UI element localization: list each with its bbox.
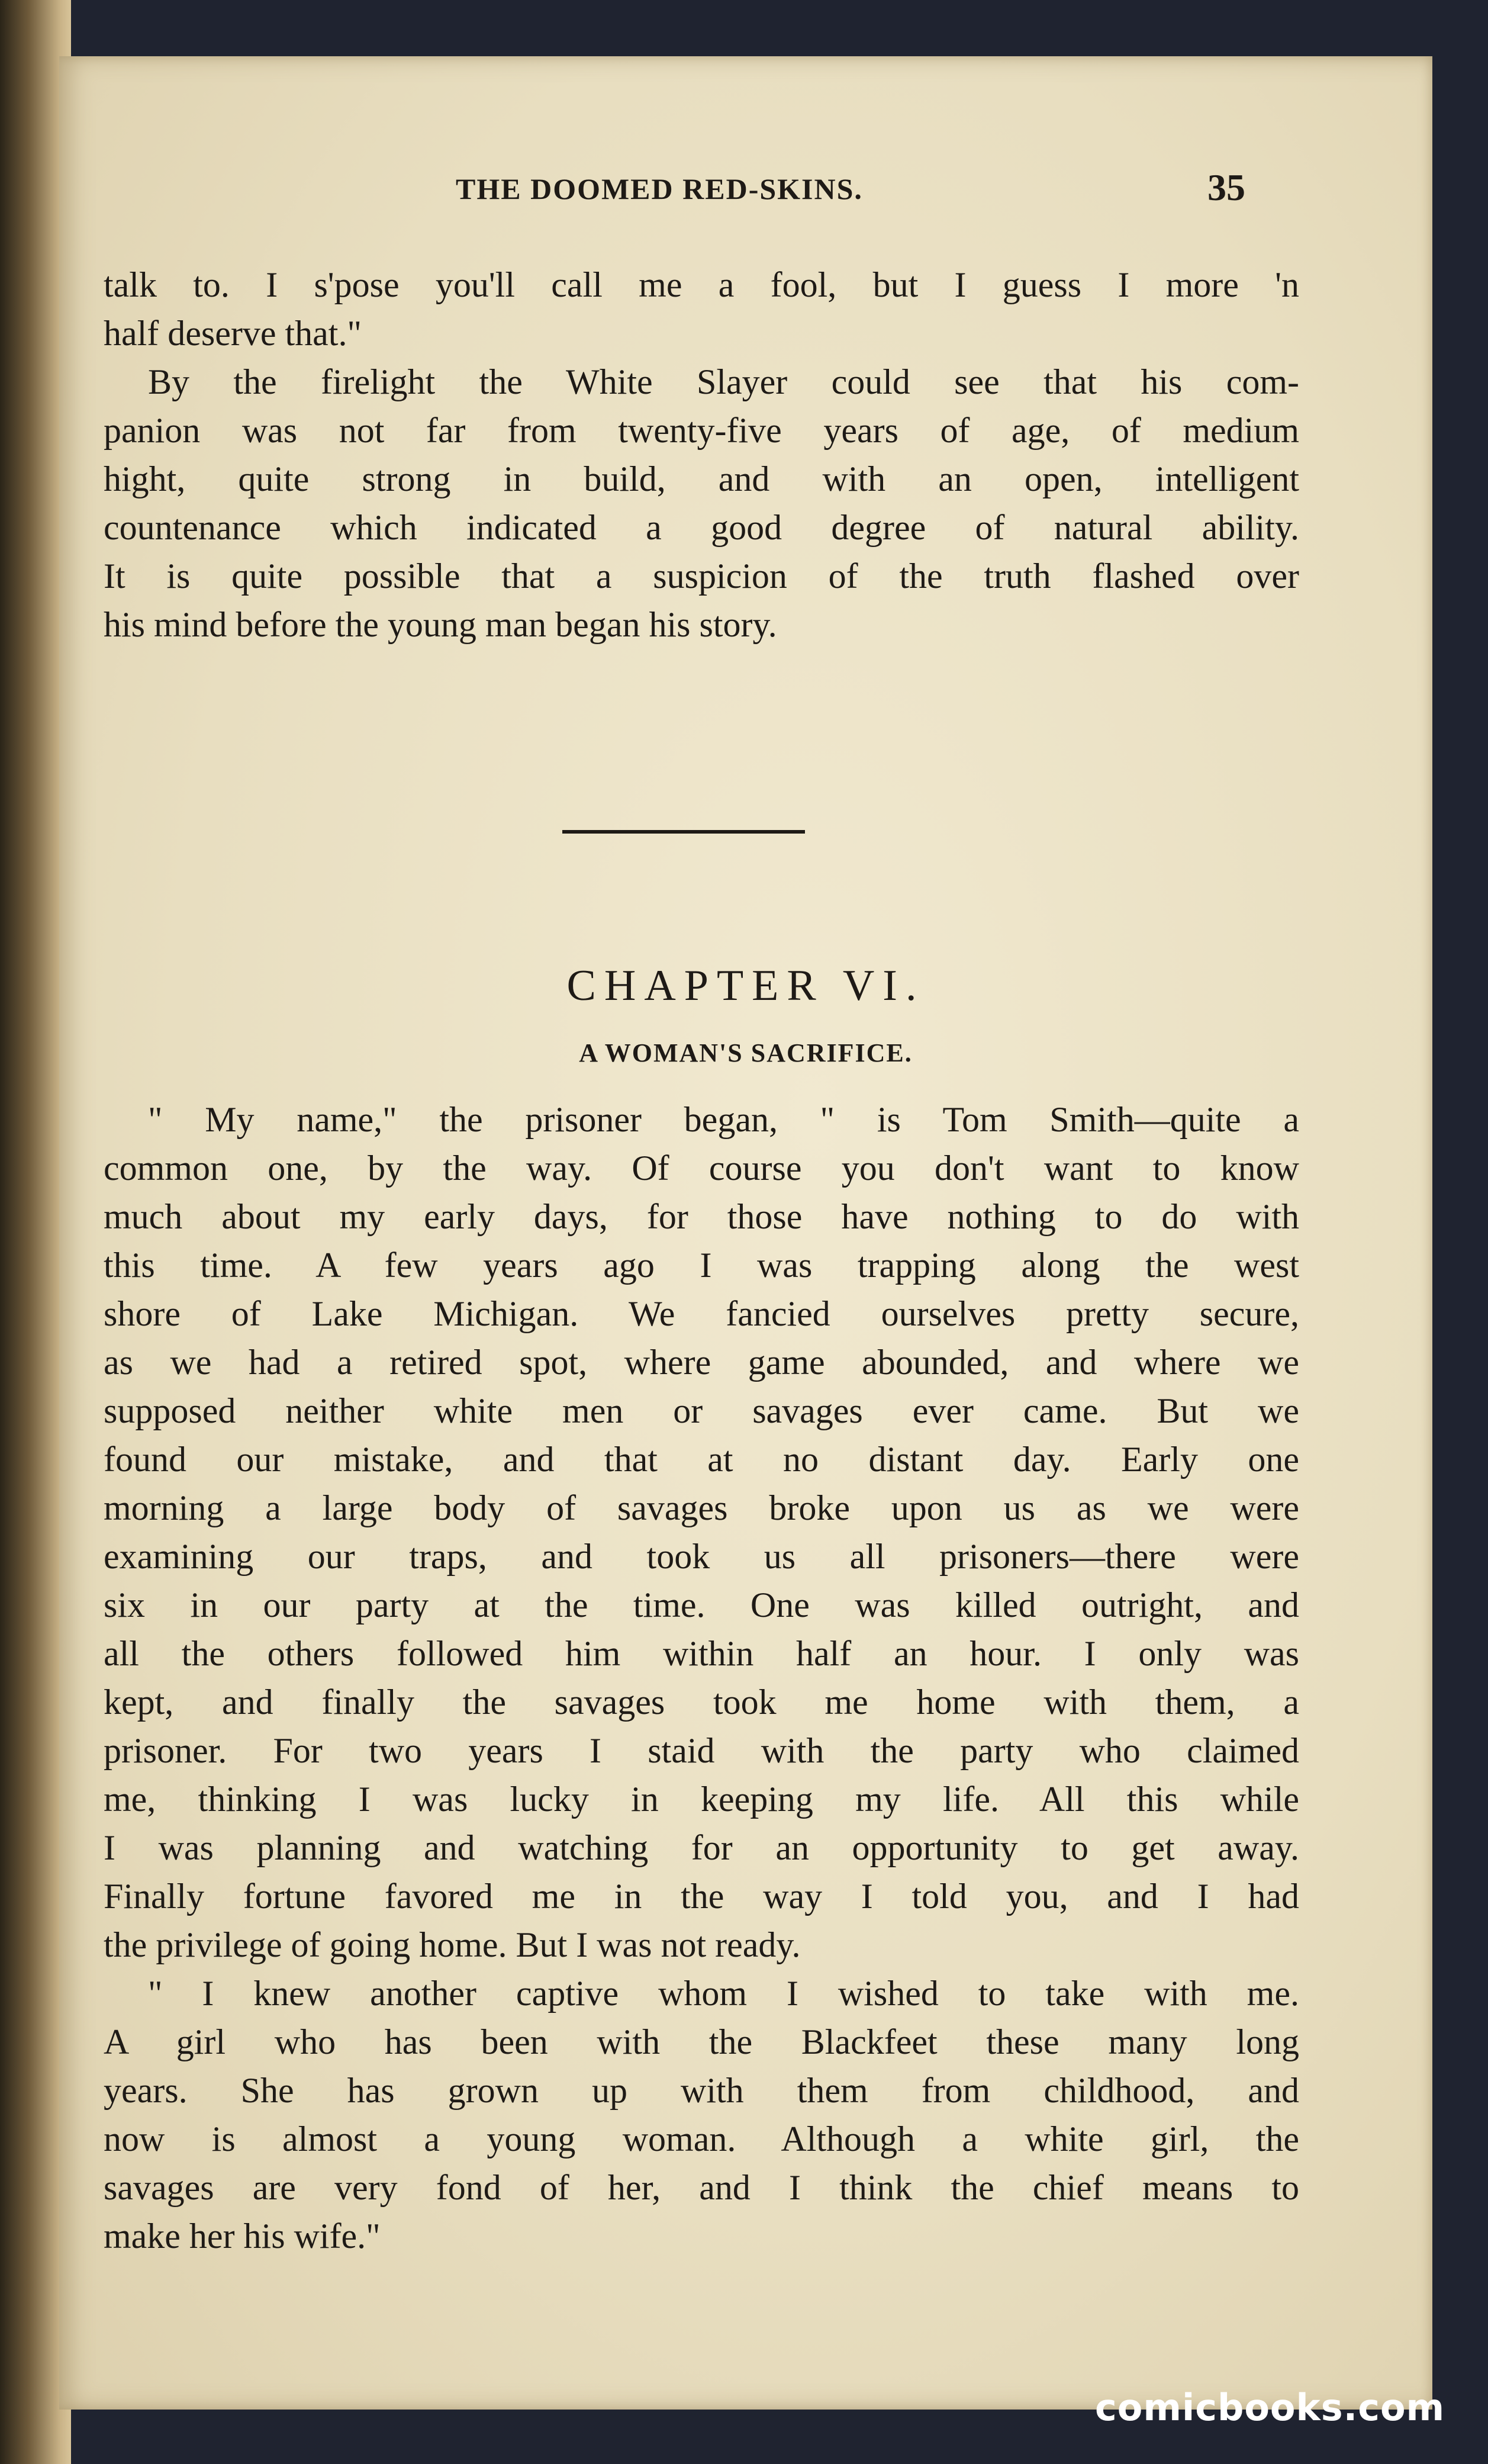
text-line: common one, by the way. Of course you don't want to know xyxy=(104,1149,1299,1188)
text-line: hight, quite strong in build, and with an open, intelligent xyxy=(104,459,1299,498)
text-line: six in our party at the time. One was killed outright, and xyxy=(104,1585,1299,1625)
text-line: the privilege of going home. But I was not ready. xyxy=(104,1925,801,1964)
text-line: talk to. I s'pose you'll call me a fool, but I guess I more 'n xyxy=(104,265,1299,304)
page-number: 35 xyxy=(1207,166,1245,208)
text-line: as we had a retired spot, where game abounded, and where we xyxy=(104,1343,1299,1382)
chapter-subtitle: A WOMAN'S SACRIFICE. xyxy=(579,1038,913,1067)
text-line: years. She has grown up with them from childhood, and xyxy=(104,2071,1299,2110)
text-line: Finally fortune favored me in the way I told you, and I had xyxy=(104,1877,1299,1916)
text-line: supposed neither white men or savages ever came. But we xyxy=(104,1391,1299,1430)
text-line: make her his wife." xyxy=(104,2217,381,2256)
text-line: morning a large body of savages broke upon us as we were xyxy=(104,1488,1299,1527)
text-line: shore of Lake Michigan. We fancied ourselves pretty secure, xyxy=(104,1294,1299,1333)
text-line: A girl who has been with the Blackfeet these many long xyxy=(104,2022,1299,2061)
text-line: countenance which indicated a good degree of natural ability. xyxy=(104,508,1299,547)
text-line: " My name," the prisoner began, " is Tom Smith—quite a xyxy=(148,1100,1299,1139)
running-head: THE DOOMED RED-SKINS. xyxy=(456,172,863,205)
text-line: prisoner. For two years I staid with the party who claimed xyxy=(104,1731,1299,1770)
text-block-top xyxy=(104,260,1299,649)
text-line: " I knew another captive whom I wished to take with me. xyxy=(148,1974,1299,2013)
text-line: found our mistake, and that at no distant day. Early one xyxy=(104,1440,1299,1479)
text-line: I was planning and watching for an opportunity to get away. xyxy=(104,1828,1299,1867)
text-block-bottom xyxy=(104,1095,1299,2260)
text-line: By the firelight the White Slayer could see that his com- xyxy=(148,362,1299,401)
text-line: now is almost a young woman. Although a white girl, the xyxy=(104,2119,1299,2159)
text-line: It is quite possible that a suspicion of the truth flashed over xyxy=(104,557,1299,596)
watermark: comicbooks.com xyxy=(1095,2386,1445,2429)
text-line: savages are very fond of her, and I think the chief means to xyxy=(104,2168,1299,2207)
text-line: me, thinking I was lucky in keeping my life. All this while xyxy=(104,1780,1299,1819)
text-line: half deserve that." xyxy=(104,314,362,353)
text-line: his mind before the young man began his story. xyxy=(104,605,777,644)
text-line: all the others followed him within half an hour. I only was xyxy=(104,1634,1299,1673)
section-divider xyxy=(562,830,805,834)
chapter-title: CHAPTER VI. xyxy=(566,961,925,1010)
text-line: this time. A few years ago I was trapping along the west xyxy=(104,1246,1299,1285)
text-line: kept, and finally the savages took me home with them, a xyxy=(104,1683,1299,1722)
text-line: panion was not far from twenty-five years of age, of medium xyxy=(104,411,1299,450)
text-line: much about my early days, for those have nothing to do with xyxy=(104,1197,1299,1236)
text-line: examining our traps, and took us all prisoners—there were xyxy=(104,1537,1299,1576)
book-page xyxy=(59,56,1432,2410)
